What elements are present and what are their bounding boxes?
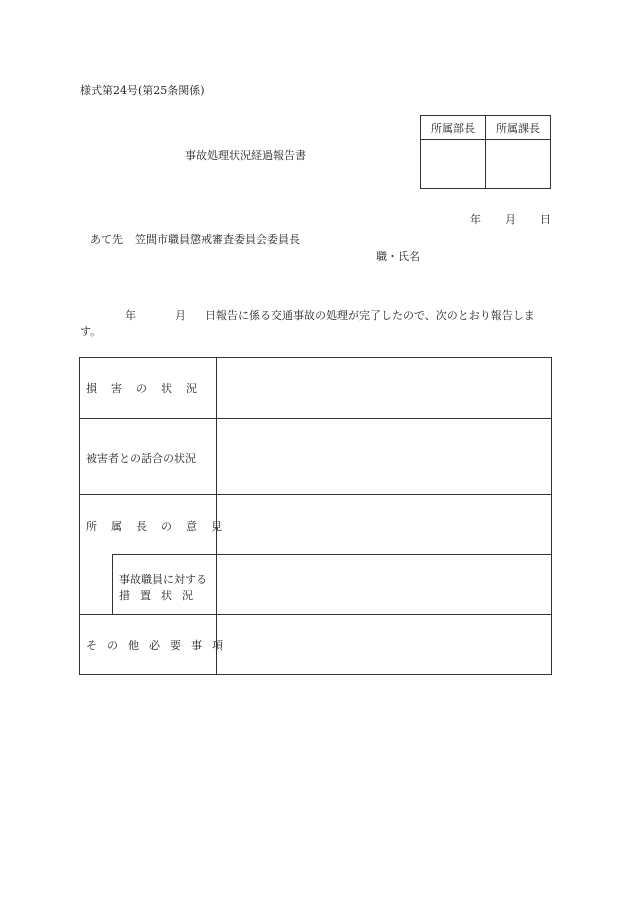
document-title: 事故処理状況経過報告書 <box>185 149 306 162</box>
row-label-other: その他必要事項 <box>86 639 233 652</box>
approval-stamp-section-head[interactable] <box>486 140 551 189</box>
reporter-name-label: 職・氏名 <box>376 250 420 263</box>
date-line <box>470 211 551 227</box>
approval-header-department-head: 所属部長 <box>421 116 486 140</box>
row-label-measures-line2: 措置状況 <box>119 589 203 602</box>
body-text-line2: す。 <box>80 325 102 338</box>
date-month-label: 月 <box>505 213 516 226</box>
approval-stamp-department-head[interactable] <box>421 140 486 189</box>
report-table <box>79 357 552 675</box>
form-number: 様式第24号(第25条関係) <box>80 84 205 97</box>
date-year-label: 年 <box>470 213 481 226</box>
row-label-opinion: 所属長の意見 <box>86 520 236 533</box>
row-label-measures-line1: 事故職員に対する <box>119 573 207 586</box>
field-opinion[interactable] <box>217 495 551 554</box>
field-damage[interactable] <box>217 358 551 418</box>
field-measures[interactable] <box>217 555 551 614</box>
field-other[interactable] <box>217 615 551 674</box>
row-label-settlement: 被害者との話合の状況 <box>86 452 196 465</box>
body-month-label: 月 <box>175 309 186 322</box>
approval-stamp-table <box>420 115 551 189</box>
body-year-label: 年 <box>125 309 136 322</box>
approval-header-section-head: 所属課長 <box>486 116 551 140</box>
addressee-name: 笠間市職員懲戒審査委員会委員長 <box>135 233 300 246</box>
body-text-line1 <box>125 307 535 323</box>
addressee-line <box>90 231 300 247</box>
body-text-main: 日報告に係る交通事故の処理が完了したので、次のとおり報告しま <box>205 309 535 322</box>
field-settlement[interactable] <box>217 419 551 494</box>
date-day-label: 日 <box>540 213 551 226</box>
row-label-damage: 損害の状況 <box>86 382 211 395</box>
addressee-prefix: あて先 <box>90 233 123 246</box>
